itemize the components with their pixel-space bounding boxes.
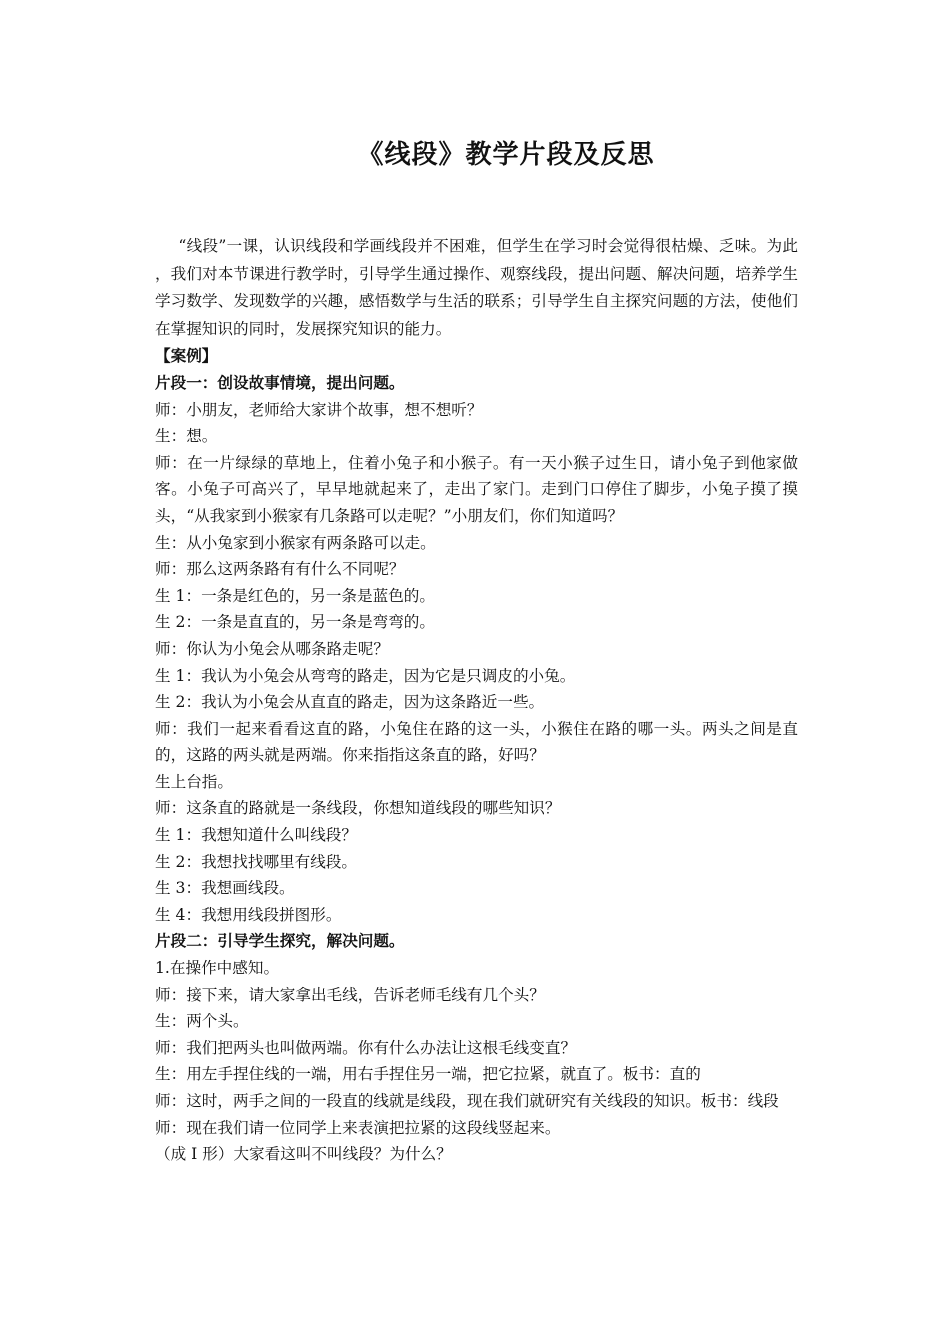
- section1-line: 师：在一片绿绿的草地上，住着小兔子和小猴子。有一天小猴子过生日，请小兔子到他家做客。小兔子可高兴了，早早地就起来了，走出了家门。走到门口停住了脚步，小兔子摸了摸头，“从我家到小猴家有几条路可以走呢？”小朋友们，你们知道吗？: [155, 453, 798, 525]
- section2-heading: 片段二：引导学生探究，解决问题。: [155, 931, 405, 951]
- section1-heading: 片段一：创设故事情境，提出问题。: [155, 372, 405, 392]
- section2-line: 生：两个头。: [155, 1012, 249, 1031]
- section1-line: 生 2：一条是直直的，另一条是弯弯的。: [155, 613, 435, 632]
- section1-line: 生上台指。: [155, 772, 233, 791]
- section1-line: 生 1：一条是红色的，另一条是蓝色的。: [155, 586, 435, 605]
- section1-line: 生 3：我想画线段。: [155, 879, 295, 898]
- section2-line: 师：我们把两头也叫做两端。你有什么办法让这根毛线变直？: [155, 1038, 577, 1057]
- section1-line: 师：你认为小兔会从哪条路走呢？: [155, 639, 389, 658]
- section1-line: 生 1：我认为小兔会从弯弯的路走，因为它是只调皮的小兔。: [155, 666, 576, 685]
- section2-line: （成 I 形）大家看这叫不叫线段？为什么？: [155, 1145, 452, 1164]
- document-title: 《线段》教学片段及反思: [357, 140, 655, 170]
- section1-line: 师：小朋友，老师给大家讲个故事，想不想听？: [155, 400, 483, 419]
- section2-line: 师：接下来，请大家拿出毛线，告诉老师毛线有几个头？: [155, 985, 545, 1004]
- section1-line: 生：想。: [155, 427, 218, 446]
- section2-line: 生：用左手捏住线的一端，用右手捏住另一端，把它拉紧，就直了。板书：直的: [155, 1065, 701, 1084]
- section2-line: 师：现在我们请一位同学上来表演把拉紧的这段线竖起来。: [155, 1118, 561, 1137]
- section1-line: 生 2：我想找找哪里有线段。: [155, 852, 358, 871]
- section1-line: 师：这条直的路就是一条线段，你想知道线段的哪些知识？: [155, 799, 561, 818]
- section1-line: 生：从小兔家到小猴家有两条路可以走。: [155, 533, 436, 552]
- document-body: [155, 233, 798, 1168]
- case-heading: 【案例】: [155, 346, 218, 366]
- section1-line: 生 1：我想知道什么叫线段？: [155, 826, 358, 845]
- section1-line: 生 2：我认为小兔会从直直的路走，因为这条路近一些。: [155, 693, 545, 712]
- section1-line: 师：那么这两条路有有什么不同呢？: [155, 560, 405, 579]
- section1-line: 师：我们一起来看看这直的路，小兔住在路的这一头，小猴住在路的哪一头。两头之间是直的，这路的两头就是两端。你来指指这条直的路，好吗？: [155, 719, 798, 765]
- section2-line: 1.在操作中感知。: [155, 959, 280, 978]
- intro-paragraph: “线段”一课，认识线段和学画线段并不困难，但学生在学习时会觉得很枯燥、乏味。为此 ，我们对本节课进行教学时，引导学生通过操作、观察线段，提出问题、解决问题，培养学生学习数学、发现数学的兴趣，感悟数学与生活的联系；引导学生自主探究问题的方法，使他们在掌握知识的同时，发展探究知识的能力。: [155, 237, 798, 338]
- section2-line: 师：这时，两手之间的一段直的线就是线段，现在我们就研究有关线段的知识。板书：线段: [155, 1092, 779, 1110]
- section1-line: 生 4：我想用线段拼图形。: [155, 905, 342, 924]
